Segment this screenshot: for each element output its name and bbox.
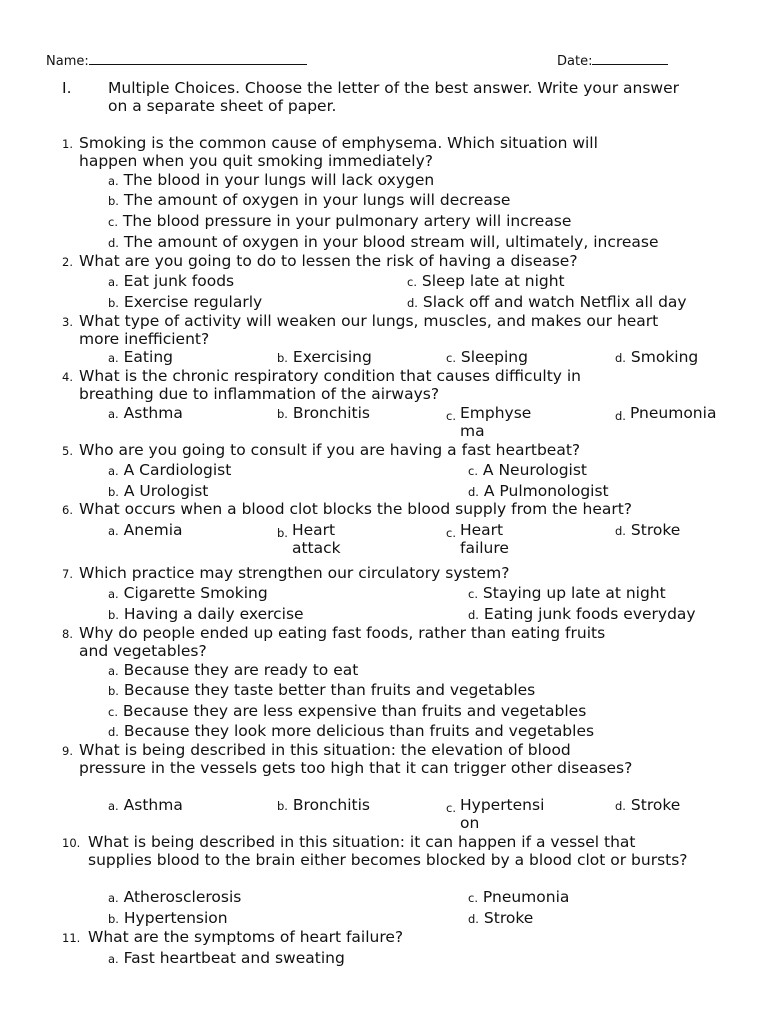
choice-letter: a.: [108, 524, 119, 538]
choice: [108, 796, 183, 815]
choice-letter: c.: [446, 801, 456, 815]
choice-letter: c.: [446, 351, 456, 365]
choice: [468, 461, 587, 480]
choice-letter: b.: [108, 194, 119, 208]
question-number: 2.: [62, 255, 73, 269]
choice: [468, 605, 696, 624]
choice-letter: d.: [615, 799, 626, 813]
choice: [108, 348, 173, 367]
choice-letter: c.: [407, 275, 417, 289]
choice: [277, 348, 372, 367]
date-label: Date:: [557, 54, 593, 69]
choice-text: Exercise regularly: [123, 293, 263, 311]
choice-letter: c.: [468, 587, 478, 601]
choice-letter: b.: [108, 684, 119, 698]
choice: [407, 272, 565, 291]
question-number: 7.: [62, 567, 73, 581]
choice: [108, 171, 434, 190]
choice-letter: a.: [108, 464, 119, 478]
question-number: 1.: [62, 137, 73, 151]
question-number: 6.: [62, 503, 73, 517]
choice: [108, 461, 231, 480]
choice: [277, 404, 370, 423]
choice: [468, 909, 533, 928]
question-number: 11.: [62, 931, 81, 945]
question-text: Smoking is the common cause of emphysema. Which situation will happen when you quit smoking immediately?: [79, 134, 598, 170]
choice: [108, 404, 183, 423]
choice-text: A Cardiologist: [123, 461, 232, 479]
question-text: What are the symptoms of heart failure?: [88, 928, 404, 946]
choice-letter: c.: [468, 464, 478, 478]
choice-text: Slack off and watch Netflix all day: [422, 293, 687, 311]
section-numeral: I.: [62, 79, 72, 97]
choice-text: Pneumonia: [482, 888, 570, 906]
choice-letter: c.: [108, 215, 118, 229]
choice-letter: a.: [108, 664, 119, 678]
question-number: 4.: [62, 370, 73, 384]
choice-text: Atherosclerosis: [123, 888, 242, 906]
date-line[interactable]: [557, 52, 668, 69]
date-blank[interactable]: [592, 52, 668, 65]
choice: [108, 293, 262, 312]
choice-letter: b.: [108, 912, 119, 926]
choice: [108, 212, 571, 231]
section-instructions: Multiple Choices. Choose the letter of the best answer. Write your answer on a separate sheet of paper.: [108, 79, 679, 115]
choice: [108, 888, 241, 907]
choice-letter: d.: [468, 485, 479, 499]
choice-letter: a.: [108, 587, 119, 601]
choice: [108, 584, 268, 603]
choice: [108, 521, 183, 540]
choice-text: Smoking: [630, 348, 699, 366]
choice: [108, 661, 358, 680]
choice: [468, 888, 569, 907]
choice: [108, 233, 659, 252]
choice-text: The amount of oxygen in your blood stream will, ultimately, increase: [123, 233, 659, 251]
choice: [446, 521, 530, 557]
choice-text: Bronchitis: [292, 404, 370, 422]
choice-text: Because they are less expensive than fruits and vegetables: [122, 702, 587, 720]
question-text: What is the chronic respiratory condition that causes difficulty in breathing due to inflammation of the airways?: [79, 367, 582, 403]
choice-text: Staying up late at night: [482, 584, 666, 602]
choice-text: Stroke: [483, 909, 534, 927]
choice-text: Sleeping: [460, 348, 528, 366]
choice-text: Cigarette Smoking: [123, 584, 268, 602]
choice-letter: a.: [108, 275, 119, 289]
choice: [446, 796, 552, 832]
choice-letter: d.: [615, 351, 626, 365]
question-number: 8.: [62, 627, 73, 641]
name-blank[interactable]: [89, 52, 307, 65]
question-text: What occurs when a blood clot blocks the blood supply from the heart?: [79, 500, 633, 518]
choice-letter: c.: [446, 409, 456, 423]
choice: [108, 605, 304, 624]
choice-letter: a.: [108, 799, 119, 813]
question-number: 9.: [62, 744, 73, 758]
choice-text: The blood in your lungs will lack oxygen: [123, 171, 435, 189]
choice-letter: d.: [407, 296, 418, 310]
choice-text: Stroke: [630, 796, 681, 814]
choice: [108, 482, 208, 501]
choice-text: Eating junk foods everyday: [483, 605, 696, 623]
question-number: 3.: [62, 315, 73, 329]
choice-letter: b.: [108, 296, 119, 310]
choice-text: Because they look more delicious than fruits and vegetables: [123, 722, 595, 740]
question-text: What is being described in this situation: it can happen if a vessel that supplies blood to the brain either becomes blocked by a blood clot or bursts?: [88, 833, 688, 869]
choice-text: Pneumonia: [629, 404, 717, 422]
choice-text: Hypertension: [459, 796, 545, 832]
choice-letter: a.: [108, 891, 119, 905]
choice-text: Exercising: [292, 348, 372, 366]
choice-letter: b.: [277, 351, 288, 365]
question-text: What is being described in this situation: the elevation of blood pressure in the vessels gets too high that it can trigger other diseases?: [79, 741, 633, 777]
choice: [446, 404, 542, 440]
choice: [108, 722, 594, 741]
question-text: What type of activity will weaken our lungs, muscles, and makes our heart more inefficient?: [79, 312, 659, 348]
choice-letter: b.: [108, 485, 119, 499]
choice-text: Stroke: [630, 521, 681, 539]
choice-text: Heart attack: [291, 521, 341, 557]
choice-letter: b.: [277, 407, 288, 421]
choice-text: Bronchitis: [292, 796, 370, 814]
choice: [277, 796, 370, 815]
question-number: 5.: [62, 444, 73, 458]
choice-letter: d.: [468, 608, 479, 622]
choice: [615, 796, 680, 815]
choice-text: Hypertension: [123, 909, 228, 927]
choice-text: Heart failure: [459, 521, 509, 557]
choice: [277, 521, 362, 557]
question-text: What are you going to do to lessen the risk of having a disease?: [79, 252, 578, 270]
question-text: Why do people ended up eating fast foods, rather than eating fruits and vegetables?: [79, 624, 606, 660]
choice-text: A Urologist: [123, 482, 209, 500]
choice-letter: d.: [108, 725, 119, 739]
choice-text: Having a daily exercise: [123, 605, 304, 623]
choice-letter: d.: [615, 524, 626, 538]
name-line[interactable]: [46, 52, 307, 69]
choice-text: Asthma: [123, 404, 183, 422]
choice: [108, 681, 535, 700]
choice: [108, 191, 510, 210]
name-label: Name:: [46, 54, 89, 69]
choice: [615, 521, 680, 540]
choice: [468, 482, 609, 501]
choice-text: A Pulmonologist: [483, 482, 609, 500]
choice-text: Asthma: [123, 796, 183, 814]
choice-text: Anemia: [123, 521, 183, 539]
choice-letter: a.: [108, 952, 119, 966]
choice: [468, 584, 666, 603]
choice-letter: a.: [108, 351, 119, 365]
choice-letter: c.: [468, 891, 478, 905]
choice-text: The blood pressure in your pulmonary artery will increase: [122, 212, 572, 230]
choice-letter: a.: [108, 407, 119, 421]
choice-letter: c.: [446, 526, 456, 540]
question-text: Who are you going to consult if you are having a fast heartbeat?: [79, 441, 581, 459]
choice: [108, 909, 228, 928]
choice-letter: d.: [615, 409, 626, 423]
question-number: 10.: [62, 836, 81, 850]
choice-text: Because they are ready to eat: [123, 661, 359, 679]
choice: [407, 293, 687, 312]
choice-text: The amount of oxygen in your lungs will decrease: [123, 191, 511, 209]
choice-text: Sleep late at night: [421, 272, 565, 290]
choice-letter: c.: [108, 705, 118, 719]
choice: [615, 404, 718, 425]
choice-letter: b.: [277, 799, 288, 813]
choice: [108, 272, 234, 291]
choice-text: A Neurologist: [482, 461, 588, 479]
choice: [108, 702, 586, 721]
choice-letter: d.: [108, 236, 119, 250]
choice-letter: d.: [468, 912, 479, 926]
choice-text: Emphysema: [459, 404, 532, 440]
choice: [446, 348, 528, 367]
choice: [108, 949, 345, 968]
choice-text: Eat junk foods: [123, 272, 235, 290]
question-text: Which practice may strengthen our circulatory system?: [79, 564, 510, 582]
choice-letter: b.: [277, 526, 288, 540]
choice-letter: a.: [108, 174, 119, 188]
choice-letter: b.: [108, 608, 119, 622]
choice-text: Eating: [123, 348, 173, 366]
choice-text: Because they taste better than fruits and vegetables: [123, 681, 536, 699]
choice-text: Fast heartbeat and sweating: [123, 949, 345, 967]
choice: [615, 348, 698, 367]
